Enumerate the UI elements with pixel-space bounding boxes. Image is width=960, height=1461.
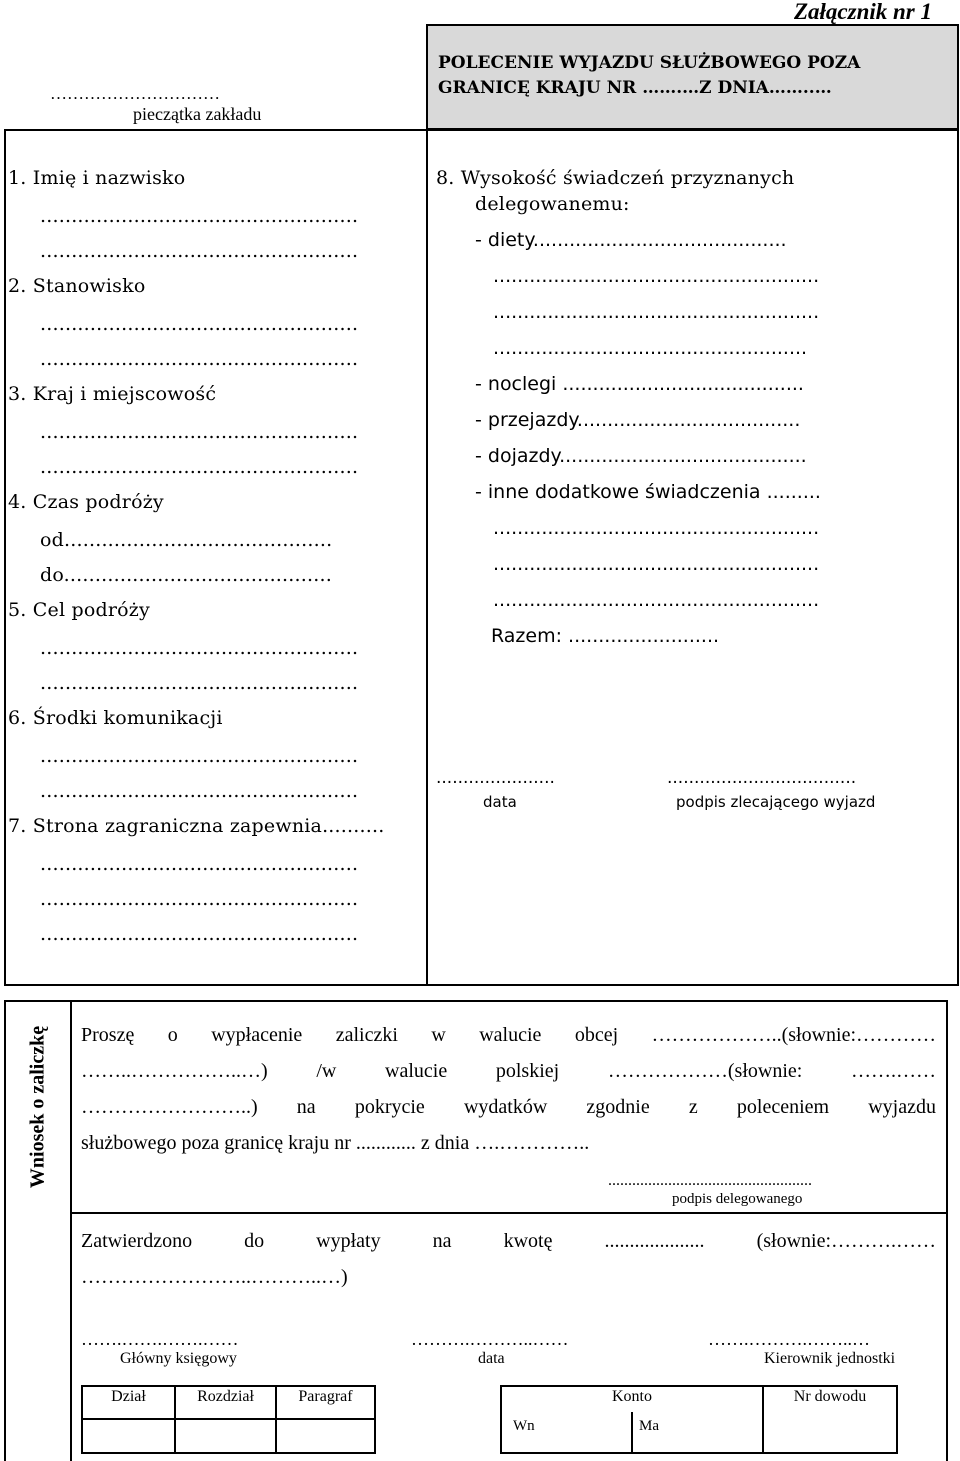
- approval-date-label: data: [478, 1350, 505, 1367]
- approval-date-field[interactable]: ……….………..……: [411, 1329, 569, 1349]
- order-signature-field[interactable]: ...................................: [667, 768, 857, 788]
- item-benefits-label: 8. Wysokość świadczeń przyznanych: [436, 167, 795, 189]
- table-header-paragraf: Paragraf: [298, 1388, 353, 1405]
- country-field-2[interactable]: ...................................................: [40, 456, 359, 478]
- other-benefits-field-3[interactable]: ......................................................: [493, 553, 820, 575]
- travel-from-field[interactable]: od...........................................: [40, 529, 333, 551]
- table-subheader-ma: Ma: [639, 1418, 659, 1434]
- commute-field[interactable]: - dojazdy.........................................: [475, 445, 807, 467]
- delegate-signature-label: podpis delegowanego: [672, 1191, 803, 1207]
- advance-text-line2: ……..……………..…) /w walucie polskiej ………………(słownie: …….……: [81, 1060, 936, 1082]
- travel-to-field[interactable]: do...........................................: [40, 564, 332, 586]
- order-date-field[interactable]: ......................: [436, 768, 555, 788]
- item-benefits-label-cont: delegowanemu:: [475, 193, 630, 215]
- other-benefits-field-2[interactable]: ......................................................: [493, 517, 820, 539]
- approval-text-line2: ……………………..………..…): [81, 1266, 348, 1288]
- lodging-field[interactable]: - noclegi ........................................: [475, 373, 804, 395]
- chief-accountant-signature[interactable]: …….…….…….……: [81, 1329, 239, 1349]
- unit-head-signature[interactable]: …….……….……..…: [708, 1329, 870, 1349]
- position-field-1[interactable]: ...................................................: [40, 313, 359, 335]
- advance-text-line1: Proszę o wypłacenie zaliczki w walucie obcej ………………..(słownie:…………: [81, 1024, 936, 1046]
- foreign-party-field-2[interactable]: ...................................................: [40, 888, 359, 910]
- table-cell-paragraf[interactable]: [277, 1420, 374, 1452]
- order-date-label: data: [483, 793, 517, 811]
- item-transport-label: 6. Środki komunikacji: [8, 707, 223, 729]
- country-field-1[interactable]: ...................................................: [40, 421, 359, 443]
- advance-text-line3: ……………………..) na pokrycie wydatków zgodnie z poleceniem wyjazdu: [81, 1096, 936, 1118]
- stamp-dots: …………………………: [50, 84, 220, 103]
- item-travel-time-label: 4. Czas podróży: [8, 491, 164, 513]
- table-header-rozdzial: Rozdział: [197, 1388, 254, 1405]
- document-title-line2: GRANICĘ KRAJU NR …….…Z DNIA……..…: [438, 78, 832, 98]
- name-field-1[interactable]: ...................................................: [40, 205, 359, 227]
- purpose-field-1[interactable]: ...................................................: [40, 637, 359, 659]
- item-country-label: 3. Kraj i miejscowość: [8, 383, 217, 405]
- column-divider: [426, 129, 428, 986]
- table-header-konto: Konto: [612, 1388, 652, 1405]
- table-header-nr-dowodu: Nr dowodu: [793, 1388, 867, 1405]
- table-header-dzial: Dział: [111, 1388, 146, 1405]
- document-title-line1: POLECENIE WYJAZDU SŁUŻBOWEGO POZA: [438, 53, 861, 73]
- other-benefits-field-4[interactable]: ......................................................: [493, 589, 820, 611]
- allowance-field-2[interactable]: ......................................................: [493, 265, 820, 287]
- name-field-2[interactable]: ...................................................: [40, 240, 359, 262]
- unit-head-label: Kierownik jednostki: [764, 1350, 896, 1367]
- travel-cost-field[interactable]: - przejazdy.....................................: [475, 409, 801, 431]
- order-signature-label: podpis zlecającego wyjazd: [676, 793, 876, 811]
- foreign-party-field-3[interactable]: ...................................................: [40, 923, 359, 945]
- table-cell-dzial[interactable]: [83, 1420, 174, 1452]
- table-subheader-wn: Wn: [513, 1418, 535, 1434]
- foreign-party-field-1[interactable]: ...................................................: [40, 853, 359, 875]
- attachment-label: Załącznik nr 1: [793, 0, 932, 24]
- item-position-label: 2. Stanowisko: [8, 275, 146, 297]
- table-cell-rozdzial[interactable]: [176, 1420, 275, 1452]
- allowance-field-4[interactable]: ....................................................: [493, 337, 808, 359]
- delegate-signature-field[interactable]: ...................................................: [608, 1172, 812, 1189]
- allowance-field-3[interactable]: ......................................................: [493, 301, 820, 323]
- purpose-field-2[interactable]: ...................................................: [40, 672, 359, 694]
- item-purpose-label: 5. Cel podróży: [8, 599, 150, 621]
- title-box: [426, 24, 959, 130]
- item-foreign-party-label: 7. Strona zagraniczna zapewnia..........: [8, 815, 385, 837]
- transport-field-1[interactable]: ...................................................: [40, 745, 359, 767]
- total-field[interactable]: Razem: .........................: [491, 625, 720, 647]
- advance-text-line4: służbowego poza granicę kraju nr ............ z dnia ….…………..: [81, 1132, 590, 1154]
- chief-accountant-label: Główny księgowy: [120, 1350, 237, 1367]
- advance-side-label: Wniosek o zaliczkę: [26, 1025, 49, 1189]
- approval-text-line1: Zatwierdzono do wypłaty na kwotę .................... (słownie:……….……: [81, 1230, 936, 1252]
- allowance-field[interactable]: - diety..........................................: [475, 229, 787, 251]
- transport-field-2[interactable]: ...................................................: [40, 780, 359, 802]
- item-name-label: 1. Imię i nazwisko: [8, 167, 186, 189]
- other-benefits-field[interactable]: - inne dodatkowe świadczenia .........: [475, 481, 821, 503]
- position-field-2[interactable]: ...................................................: [40, 348, 359, 370]
- stamp-label: pieczątka zakładu: [133, 104, 262, 124]
